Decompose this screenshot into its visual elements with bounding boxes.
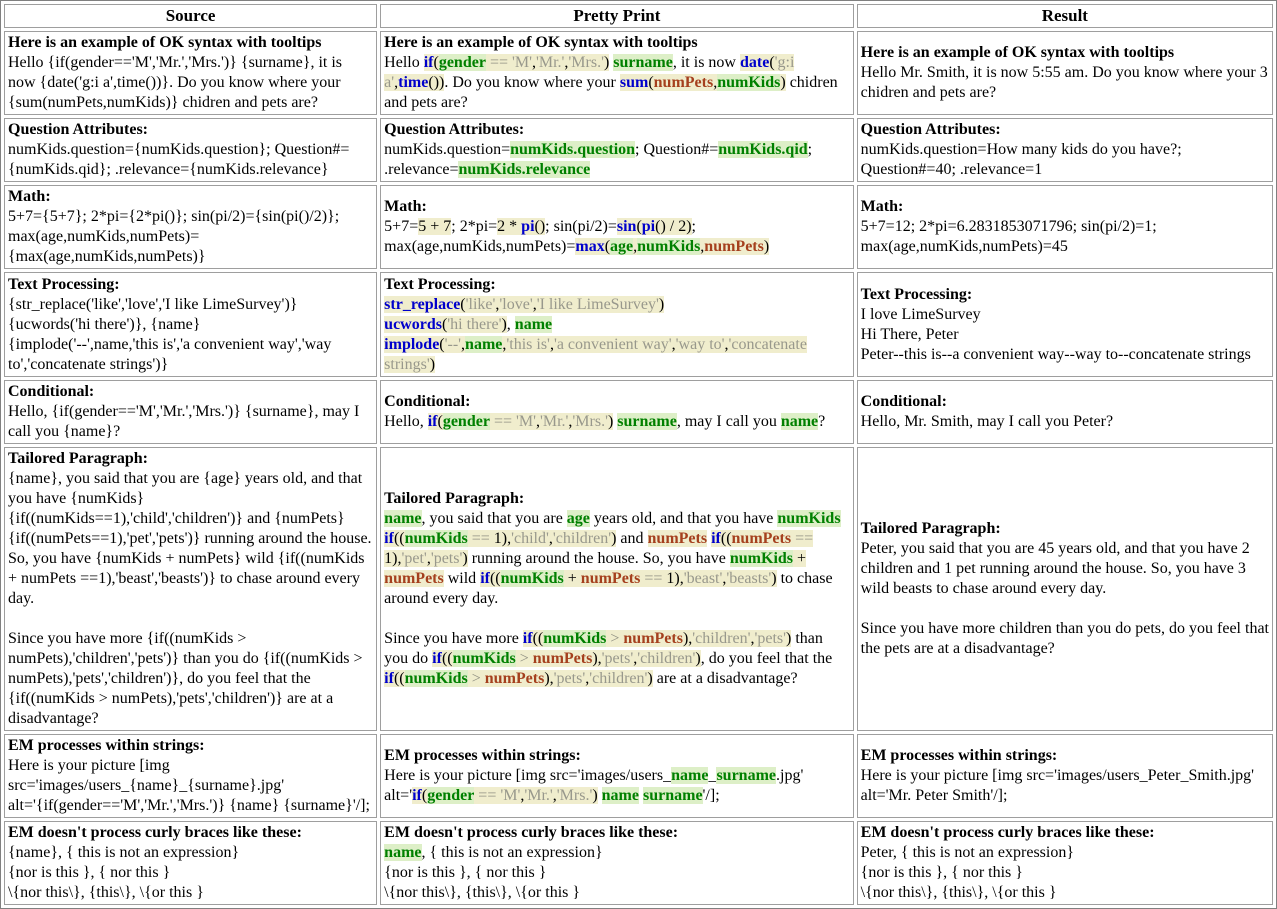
cell-curly-braces-pretty: EM doesn't process curly braces like these: name, { this is not an expression} {nor is this }, { nor this } \{nor this\}, {this\}, \{or this } xyxy=(380,821,853,905)
cell-tailored-paragraph-source: Tailored Paragraph: {name}, you said that you are {age} years old, and that you have {numKids} {if((numKids==1),'child','children')} and {numPets} {if((numPets==1),'pet','pets')} running around the house. So, you have {numKids + numPets} wild {if((numKids + numPets ==1),'beast','beasts')} to chase around every day. Since you have more {if((numKids > numPets),'children','pets')} than you do {if((numKids > numPets),'pets','children')}, do you feel that the {if((numKids > numPets),'pets','children')} are at a disadvantage? xyxy=(4,447,377,731)
cell-em-strings-result: EM processes within strings: Here is your picture [img src='images/users_Peter_Smith.jpg' alt='Mr. Peter Smith'/]; xyxy=(857,734,1273,818)
row-text-processing xyxy=(4,272,1273,377)
row-question-attributes xyxy=(4,118,1273,182)
cell-text-processing-result: Text Processing: I love LimeSurvey Hi There, Peter Peter--this is--a convenient way--way to--concatenate strings xyxy=(857,272,1273,377)
cell-tailored-paragraph-pretty: Tailored Paragraph: name, you said that you are age years old, and that you have numKids if((numKids == 1),'child','children') and numPets if((numPets == 1),'pet','pets') running around the house. So, you have numKids + numPets wild if((numKids + numPets == 1),'beast','beasts') to chase around every day. Since you have more if((numKids > numPets),'children','pets') than you do if((numKids > numPets),'pets','children'), do you feel that the if((numKids > numPets),'pets','children') are at a disadvantage? xyxy=(380,447,853,731)
cell-question-attributes-source: Question Attributes: numKids.question={numKids.question}; Question#={numKids.qid}; .relevance={numKids.relevance} xyxy=(4,118,377,182)
header-row xyxy=(4,4,1273,28)
column-header-source: Source xyxy=(4,4,377,28)
cell-conditional-source: Conditional: Hello, {if(gender=='M','Mr.','Mrs.')} {surname}, may I call you {name}? xyxy=(4,380,377,444)
cell-tailored-paragraph-result: Tailored Paragraph: Peter, you said that you are 45 years old, and that you have 2 children and 1 pet running around the house. So, you have 3 wild beasts to chase around every day. Since you have more children than you do pets, do you feel that the pets are at a disadvantage? xyxy=(857,447,1273,731)
cell-conditional-pretty: Conditional: Hello, if(gender == 'M','Mr.','Mrs.') surname, may I call you name? xyxy=(380,380,853,444)
cell-curly-braces-source: EM doesn't process curly braces like these: {name}, { this is not an expression} {nor is this }, { nor this } \{nor this\}, {this\}, \{or this } xyxy=(4,821,377,905)
cell-math-source: Math: 5+7={5+7}; 2*pi={2*pi()}; sin(pi/2)={sin(pi()/2)}; max(age,numKids,numPets)={max(age,numKids,numPets)} xyxy=(4,185,377,269)
cell-text-processing-pretty: Text Processing: str_replace('like','love','I like LimeSurvey') ucwords('hi there'), name implode('--',name,'this is','a convenient way','way to','concatenate strings') xyxy=(380,272,853,377)
row-ok-syntax xyxy=(4,31,1273,115)
cell-curly-braces-result: EM doesn't process curly braces like these: Peter, { this is not an expression} {nor is this }, { nor this } \{nor this\}, {this\}, \{or this } xyxy=(857,821,1273,905)
cell-em-strings-source: EM processes within strings: Here is your picture [img src='images/users_{name}_{surname}.jpg' alt='{if(gender=='M','Mr.','Mrs.')} {name} {surname}'/]; xyxy=(4,734,377,818)
cell-text-processing-source: Text Processing: {str_replace('like','love','I like LimeSurvey')} {ucwords('hi there')}, {name} {implode('--',name,'this is','a convenient way','way to','concatenate strings')} xyxy=(4,272,377,377)
column-header-result: Result xyxy=(857,4,1273,28)
row-math xyxy=(4,185,1273,269)
cell-conditional-result: Conditional: Hello, Mr. Smith, may I call you Peter? xyxy=(857,380,1273,444)
row-em-strings xyxy=(4,734,1273,818)
cell-ok-syntax-source: Here is an example of OK syntax with tooltips Hello {if(gender=='M','Mr.','Mrs.')} {surname}, it is now {date('g:i a',time())}. Do you know where your {sum(numPets,numKids)} chidren and pets are? xyxy=(4,31,377,115)
cell-ok-syntax-pretty: Here is an example of OK syntax with tooltips Hello if(gender == 'M','Mr.','Mrs.') surname, it is now date('g:i a',time()). Do you know where your sum(numPets,numKids) chidren and pets are? xyxy=(380,31,853,115)
cell-question-attributes-pretty: Question Attributes: numKids.question=numKids.question; Question#=numKids.qid; .relevance=numKids.relevance xyxy=(380,118,853,182)
cell-em-strings-pretty: EM processes within strings: Here is your picture [img src='images/users_name_surname.jpg' alt='if(gender == 'M','Mr.','Mrs.') name surname'/]; xyxy=(380,734,853,818)
row-conditional xyxy=(4,380,1273,444)
cell-question-attributes-result: Question Attributes: numKids.question=How many kids do you have?; Question#=40; .relevance=1 xyxy=(857,118,1273,182)
column-header-pretty-print: Pretty Print xyxy=(380,4,853,28)
cell-math-result: Math: 5+7=12; 2*pi=6.2831853071796; sin(pi/2)=1; max(age,numKids,numPets)=45 xyxy=(857,185,1273,269)
cell-math-pretty: Math: 5+7=5 + 7; 2*pi=2 * pi(); sin(pi/2)=sin(pi() / 2); max(age,numKids,numPets)=max(age,numKids,numPets) xyxy=(380,185,853,269)
cell-ok-syntax-result: Here is an example of OK syntax with tooltips Hello Mr. Smith, it is now 5:55 am. Do you know where your 3 chidren and pets are? xyxy=(857,31,1273,115)
row-curly-braces xyxy=(4,821,1273,905)
row-tailored-paragraph xyxy=(4,447,1273,731)
